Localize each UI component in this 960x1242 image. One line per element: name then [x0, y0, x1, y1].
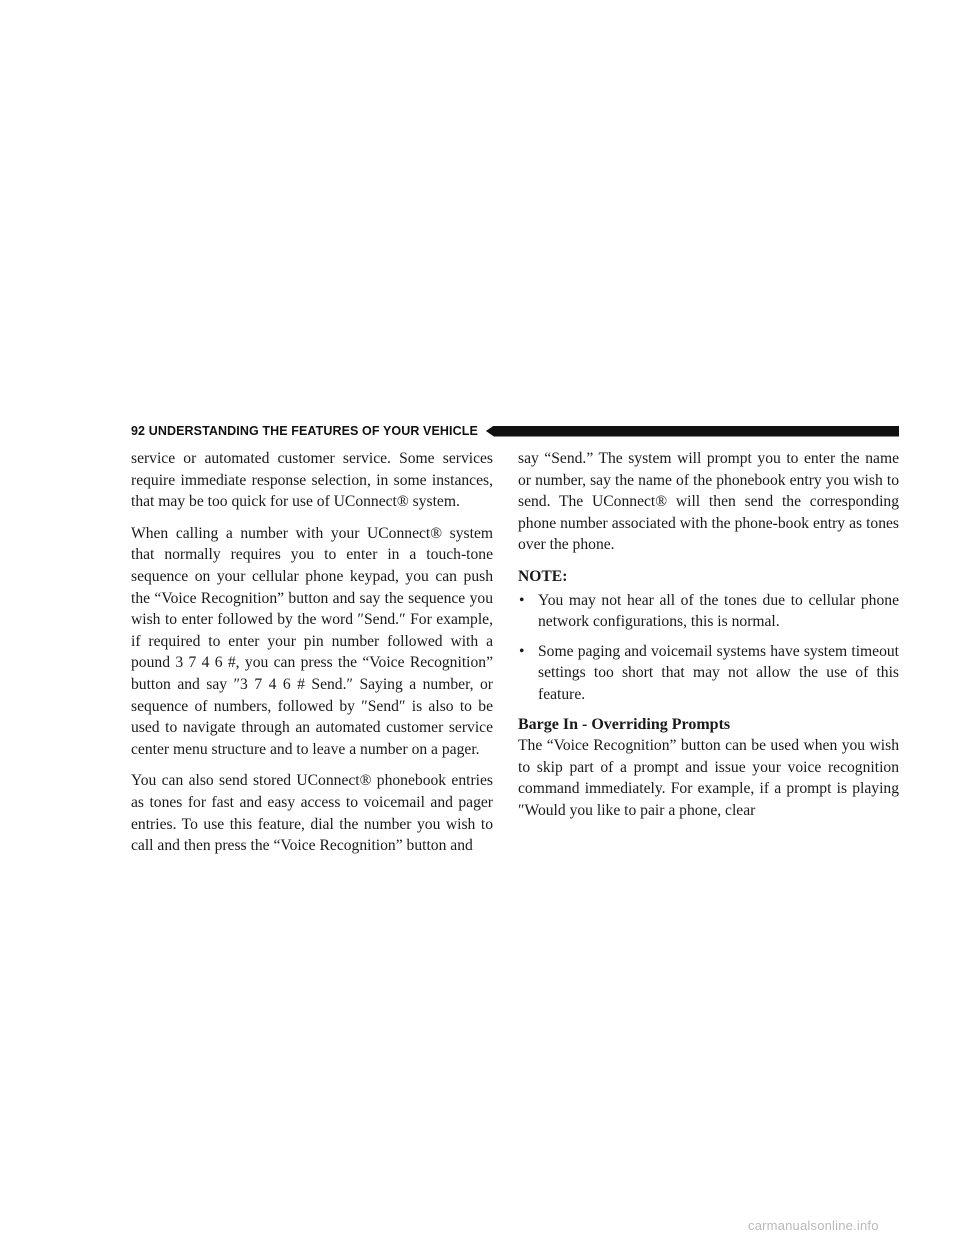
list-item-text: You may not hear all of the tones due to cellular phone network configurations, this is normal. [538, 591, 899, 631]
paragraph: When calling a number with your UConnect® system that normally requires you to enter in a touch-tone sequence on your cellular phone keypad, you can push the “Voice Recognition” button and say the sequence you wish to enter followed by the word ″Send.″ For example, if required to enter your pin number followed with a pound 3 7 4 6 #, you can press the “Voice Recognition” button and say ″3 7 4 6 # Send.″ Saying a number, or sequence of numbers, followed by ″Send″ is also to be used to navigate through an automated customer service center menu structure and to leave a number on a pager. [131, 524, 493, 758]
left-column [131, 448, 493, 867]
paragraph: say “Send.” The system will prompt you to enter the name or number, say the name of the phonebook entry you wish to send. The UConnect® will then send the corresponding phone number associated with the phone-book entry as tones over the phone. [518, 450, 899, 554]
note-list [518, 590, 899, 706]
bullet-icon: • [519, 591, 525, 609]
bullet-icon: • [519, 642, 525, 660]
section-heading: Barge In - Overriding Prompts [518, 715, 731, 733]
paragraph: The “Voice Recognition” button can be used when you wish to skip part of a prompt and issue your voice recognition command immediately. For example, if a prompt is playing ″Would you like to pair a phone, clear [518, 737, 899, 819]
paragraph: service or automated customer service. Some services require immediate response selection, in some instances, that may be too quick for use of UConnect® system. [131, 450, 493, 511]
header-rule-bar [486, 426, 899, 437]
note-label: NOTE: [518, 567, 568, 585]
running-header [131, 424, 486, 438]
list-item-text: Some paging and voicemail systems have system timeout settings too short that may not allow the use of this feature. [538, 642, 899, 703]
right-column [518, 448, 899, 832]
paragraph: You can also send stored UConnect® phonebook entries as tones for fast and easy access to voicemail and pager entries. To use this feature, dial the number you wish to call and then press the “Voice Recognition” button and [131, 772, 493, 855]
list-item [518, 590, 899, 633]
header-title: UNDERSTANDING THE FEATURES OF YOUR VEHICLE [148, 424, 478, 438]
page-number: 92 [131, 424, 146, 438]
page-header [131, 420, 899, 442]
watermark-text: carmanualsonline.info [748, 1218, 879, 1233]
list-item [518, 641, 899, 706]
